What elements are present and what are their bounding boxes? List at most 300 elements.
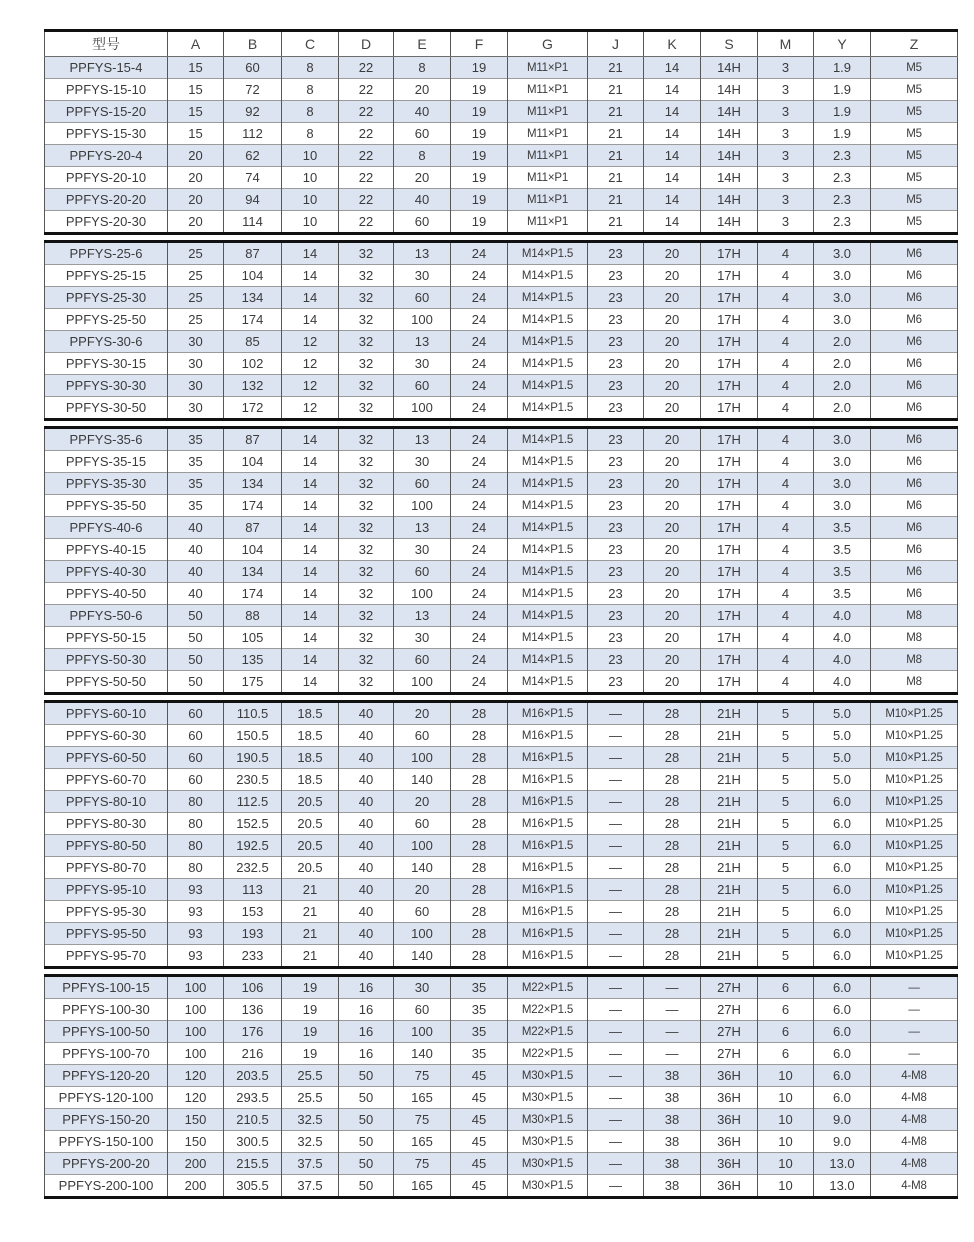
value-cell-b: 114 [224, 211, 282, 234]
value-cell-d: 16 [339, 1043, 394, 1065]
value-cell-e: 60 [394, 999, 451, 1021]
value-cell-m: 5 [758, 945, 814, 968]
model-cell: PPFYS-60-50 [45, 747, 168, 769]
table-row [45, 211, 958, 234]
value-cell-z: M6 [871, 428, 958, 451]
value-cell-d: 32 [339, 428, 394, 451]
value-cell-c: 21 [282, 901, 339, 923]
value-cell-g: M16×P1.5 [508, 725, 588, 747]
value-cell-z: M10×P1.25 [871, 945, 958, 968]
value-cell-c: 37.5 [282, 1175, 339, 1198]
value-cell-z: M6 [871, 495, 958, 517]
value-cell-j: — [588, 857, 644, 879]
value-cell-c: 14 [282, 495, 339, 517]
value-cell-m: 5 [758, 857, 814, 879]
value-cell-z: M5 [871, 57, 958, 79]
model-cell: PPFYS-25-50 [45, 309, 168, 331]
value-cell-g: M30×P1.5 [508, 1087, 588, 1109]
model-cell: PPFYS-35-50 [45, 495, 168, 517]
spec-table [44, 29, 958, 1199]
model-cell: PPFYS-40-15 [45, 539, 168, 561]
value-cell-c: 10 [282, 145, 339, 167]
table-row [45, 495, 958, 517]
value-cell-y: 2.3 [814, 167, 871, 189]
value-cell-k: 20 [644, 495, 701, 517]
value-cell-e: 165 [394, 1175, 451, 1198]
value-cell-y: 6.0 [814, 1043, 871, 1065]
value-cell-d: 32 [339, 331, 394, 353]
table-row [45, 1153, 958, 1175]
value-cell-d: 50 [339, 1131, 394, 1153]
value-cell-j: — [588, 901, 644, 923]
model-cell: PPFYS-120-100 [45, 1087, 168, 1109]
value-cell-y: 6.0 [814, 1065, 871, 1087]
column-header-d: D [339, 31, 394, 57]
value-cell-a: 93 [168, 923, 224, 945]
value-cell-s: 17H [701, 375, 758, 397]
value-cell-b: 136 [224, 999, 282, 1021]
column-header-a: A [168, 31, 224, 57]
value-cell-b: 94 [224, 189, 282, 211]
value-cell-j: — [588, 999, 644, 1021]
value-cell-k: 14 [644, 189, 701, 211]
value-cell-f: 28 [451, 725, 508, 747]
value-cell-g: M14×P1.5 [508, 561, 588, 583]
table-row [45, 1175, 958, 1198]
value-cell-g: M11×P1 [508, 57, 588, 79]
value-cell-e: 8 [394, 57, 451, 79]
value-cell-s: 21H [701, 945, 758, 968]
table-row [45, 702, 958, 725]
value-cell-a: 60 [168, 725, 224, 747]
value-cell-a: 35 [168, 495, 224, 517]
value-cell-j: 23 [588, 627, 644, 649]
value-cell-a: 200 [168, 1153, 224, 1175]
value-cell-b: 85 [224, 331, 282, 353]
value-cell-k: — [644, 1021, 701, 1043]
value-cell-j: — [588, 1021, 644, 1043]
value-cell-d: 40 [339, 813, 394, 835]
value-cell-s: 17H [701, 583, 758, 605]
value-cell-k: 38 [644, 1153, 701, 1175]
table-row [45, 517, 958, 539]
value-cell-m: 6 [758, 1021, 814, 1043]
value-cell-g: M11×P1 [508, 79, 588, 101]
value-cell-e: 140 [394, 857, 451, 879]
table-group [45, 976, 958, 1198]
value-cell-k: 20 [644, 517, 701, 539]
value-cell-d: 22 [339, 79, 394, 101]
value-cell-s: 17H [701, 309, 758, 331]
model-cell: PPFYS-25-15 [45, 265, 168, 287]
value-cell-k: 28 [644, 835, 701, 857]
value-cell-b: 135 [224, 649, 282, 671]
value-cell-y: 3.0 [814, 242, 871, 265]
value-cell-a: 50 [168, 649, 224, 671]
value-cell-b: 105 [224, 627, 282, 649]
table-row [45, 725, 958, 747]
value-cell-m: 5 [758, 835, 814, 857]
value-cell-b: 176 [224, 1021, 282, 1043]
value-cell-j: 23 [588, 265, 644, 287]
value-cell-j: 21 [588, 189, 644, 211]
value-cell-m: 4 [758, 539, 814, 561]
value-cell-a: 25 [168, 287, 224, 309]
table-header [45, 31, 958, 57]
value-cell-k: 20 [644, 539, 701, 561]
column-header-model: 型号 [45, 31, 168, 57]
value-cell-z: M10×P1.25 [871, 725, 958, 747]
value-cell-m: 3 [758, 79, 814, 101]
value-cell-s: 21H [701, 791, 758, 813]
value-cell-e: 140 [394, 945, 451, 968]
value-cell-a: 30 [168, 375, 224, 397]
value-cell-k: 28 [644, 725, 701, 747]
value-cell-e: 100 [394, 309, 451, 331]
value-cell-a: 93 [168, 879, 224, 901]
value-cell-k: 14 [644, 79, 701, 101]
value-cell-b: 175 [224, 671, 282, 694]
value-cell-g: M14×P1.5 [508, 451, 588, 473]
value-cell-b: 293.5 [224, 1087, 282, 1109]
value-cell-y: 5.0 [814, 725, 871, 747]
value-cell-e: 30 [394, 353, 451, 375]
value-cell-k: 20 [644, 649, 701, 671]
value-cell-g: M14×P1.5 [508, 495, 588, 517]
value-cell-j: 23 [588, 517, 644, 539]
value-cell-a: 15 [168, 101, 224, 123]
value-cell-j: 23 [588, 495, 644, 517]
value-cell-j: 23 [588, 375, 644, 397]
value-cell-k: 38 [644, 1065, 701, 1087]
model-cell: PPFYS-150-100 [45, 1131, 168, 1153]
value-cell-g: M22×P1.5 [508, 1043, 588, 1065]
value-cell-g: M30×P1.5 [508, 1153, 588, 1175]
value-cell-d: 32 [339, 649, 394, 671]
table-row [45, 101, 958, 123]
value-cell-y: 3.0 [814, 473, 871, 495]
value-cell-a: 80 [168, 791, 224, 813]
value-cell-c: 8 [282, 57, 339, 79]
value-cell-f: 19 [451, 189, 508, 211]
value-cell-c: 14 [282, 627, 339, 649]
value-cell-e: 20 [394, 702, 451, 725]
table-group [45, 57, 958, 234]
value-cell-k: 38 [644, 1109, 701, 1131]
value-cell-b: 72 [224, 79, 282, 101]
value-cell-g: M30×P1.5 [508, 1065, 588, 1087]
value-cell-m: 4 [758, 605, 814, 627]
model-cell: PPFYS-100-70 [45, 1043, 168, 1065]
table-row [45, 671, 958, 694]
value-cell-y: 3.0 [814, 309, 871, 331]
value-cell-f: 28 [451, 791, 508, 813]
value-cell-z: M6 [871, 309, 958, 331]
value-cell-c: 14 [282, 265, 339, 287]
table-row [45, 879, 958, 901]
value-cell-f: 24 [451, 353, 508, 375]
value-cell-z: M6 [871, 397, 958, 420]
value-cell-z: M8 [871, 671, 958, 694]
value-cell-d: 32 [339, 517, 394, 539]
value-cell-s: 36H [701, 1131, 758, 1153]
model-cell: PPFYS-35-15 [45, 451, 168, 473]
value-cell-b: 88 [224, 605, 282, 627]
model-cell: PPFYS-200-100 [45, 1175, 168, 1198]
value-cell-k: 14 [644, 211, 701, 234]
value-cell-y: 6.0 [814, 923, 871, 945]
group-gap [45, 234, 958, 242]
value-cell-g: M16×P1.5 [508, 835, 588, 857]
column-header-y: Y [814, 31, 871, 57]
value-cell-g: M11×P1 [508, 123, 588, 145]
table-row [45, 123, 958, 145]
table-row [45, 1087, 958, 1109]
value-cell-s: 17H [701, 242, 758, 265]
value-cell-e: 13 [394, 331, 451, 353]
model-cell: PPFYS-50-50 [45, 671, 168, 694]
value-cell-e: 165 [394, 1131, 451, 1153]
value-cell-d: 32 [339, 473, 394, 495]
value-cell-z: M6 [871, 561, 958, 583]
value-cell-f: 24 [451, 287, 508, 309]
value-cell-m: 4 [758, 627, 814, 649]
value-cell-b: 233 [224, 945, 282, 968]
value-cell-b: 232.5 [224, 857, 282, 879]
value-cell-j: — [588, 1175, 644, 1198]
value-cell-s: 17H [701, 353, 758, 375]
value-cell-e: 100 [394, 671, 451, 694]
group-gap [45, 694, 958, 702]
value-cell-m: 4 [758, 495, 814, 517]
value-cell-e: 100 [394, 1021, 451, 1043]
value-cell-e: 13 [394, 605, 451, 627]
value-cell-y: 5.0 [814, 702, 871, 725]
value-cell-k: 20 [644, 561, 701, 583]
model-cell: PPFYS-50-15 [45, 627, 168, 649]
value-cell-d: 50 [339, 1109, 394, 1131]
value-cell-z: M6 [871, 473, 958, 495]
value-cell-y: 3.5 [814, 517, 871, 539]
value-cell-s: 27H [701, 1043, 758, 1065]
value-cell-z: M6 [871, 451, 958, 473]
value-cell-y: 3.5 [814, 539, 871, 561]
table-row [45, 1065, 958, 1087]
value-cell-g: M22×P1.5 [508, 1021, 588, 1043]
value-cell-b: 174 [224, 583, 282, 605]
value-cell-c: 20.5 [282, 835, 339, 857]
value-cell-z: M8 [871, 649, 958, 671]
value-cell-d: 50 [339, 1087, 394, 1109]
value-cell-a: 30 [168, 331, 224, 353]
model-cell: PPFYS-60-30 [45, 725, 168, 747]
value-cell-j: 23 [588, 671, 644, 694]
table-row [45, 265, 958, 287]
value-cell-m: 4 [758, 353, 814, 375]
value-cell-e: 100 [394, 397, 451, 420]
value-cell-d: 40 [339, 923, 394, 945]
table-row [45, 769, 958, 791]
value-cell-s: 17H [701, 671, 758, 694]
value-cell-y: 5.0 [814, 769, 871, 791]
value-cell-a: 150 [168, 1109, 224, 1131]
value-cell-y: 6.0 [814, 791, 871, 813]
table-row [45, 353, 958, 375]
value-cell-e: 60 [394, 123, 451, 145]
value-cell-y: 4.0 [814, 605, 871, 627]
table-row [45, 79, 958, 101]
value-cell-g: M14×P1.5 [508, 331, 588, 353]
value-cell-e: 60 [394, 211, 451, 234]
value-cell-y: 6.0 [814, 901, 871, 923]
value-cell-e: 30 [394, 976, 451, 999]
model-cell: PPFYS-30-6 [45, 331, 168, 353]
value-cell-f: 28 [451, 813, 508, 835]
value-cell-k: 20 [644, 265, 701, 287]
value-cell-a: 60 [168, 702, 224, 725]
value-cell-y: 4.0 [814, 649, 871, 671]
model-cell: PPFYS-95-70 [45, 945, 168, 968]
value-cell-z: M10×P1.25 [871, 791, 958, 813]
value-cell-d: 40 [339, 747, 394, 769]
value-cell-c: 32.5 [282, 1131, 339, 1153]
value-cell-m: 10 [758, 1109, 814, 1131]
model-cell: PPFYS-80-30 [45, 813, 168, 835]
value-cell-b: 150.5 [224, 725, 282, 747]
model-cell: PPFYS-50-30 [45, 649, 168, 671]
value-cell-a: 93 [168, 945, 224, 968]
table-row [45, 287, 958, 309]
value-cell-f: 24 [451, 451, 508, 473]
table-row [45, 331, 958, 353]
value-cell-d: 32 [339, 353, 394, 375]
value-cell-a: 20 [168, 211, 224, 234]
column-header-s: S [701, 31, 758, 57]
value-cell-g: M16×P1.5 [508, 702, 588, 725]
value-cell-b: 190.5 [224, 747, 282, 769]
value-cell-c: 12 [282, 331, 339, 353]
value-cell-f: 19 [451, 123, 508, 145]
value-cell-e: 60 [394, 901, 451, 923]
value-cell-k: — [644, 999, 701, 1021]
value-cell-b: 104 [224, 451, 282, 473]
value-cell-d: 32 [339, 539, 394, 561]
value-cell-f: 24 [451, 473, 508, 495]
table-row [45, 1043, 958, 1065]
value-cell-a: 100 [168, 976, 224, 999]
table-row [45, 397, 958, 420]
value-cell-c: 18.5 [282, 702, 339, 725]
value-cell-d: 40 [339, 857, 394, 879]
value-cell-f: 35 [451, 976, 508, 999]
value-cell-d: 32 [339, 265, 394, 287]
value-cell-c: 18.5 [282, 769, 339, 791]
value-cell-s: 14H [701, 123, 758, 145]
value-cell-e: 20 [394, 879, 451, 901]
value-cell-s: 17H [701, 451, 758, 473]
value-cell-s: 17H [701, 605, 758, 627]
value-cell-j: 21 [588, 57, 644, 79]
value-cell-b: 216 [224, 1043, 282, 1065]
value-cell-f: 24 [451, 309, 508, 331]
value-cell-y: 3.5 [814, 583, 871, 605]
value-cell-y: 1.9 [814, 101, 871, 123]
value-cell-m: 4 [758, 242, 814, 265]
value-cell-e: 30 [394, 451, 451, 473]
value-cell-g: M14×P1.5 [508, 309, 588, 331]
value-cell-e: 13 [394, 242, 451, 265]
value-cell-g: M11×P1 [508, 211, 588, 234]
value-cell-b: 230.5 [224, 769, 282, 791]
value-cell-a: 20 [168, 189, 224, 211]
value-cell-j: 21 [588, 211, 644, 234]
value-cell-k: 20 [644, 287, 701, 309]
model-cell: PPFYS-35-30 [45, 473, 168, 495]
value-cell-s: 17H [701, 495, 758, 517]
value-cell-a: 15 [168, 57, 224, 79]
value-cell-c: 18.5 [282, 725, 339, 747]
value-cell-c: 14 [282, 605, 339, 627]
value-cell-s: 21H [701, 702, 758, 725]
value-cell-s: 27H [701, 976, 758, 999]
value-cell-b: 215.5 [224, 1153, 282, 1175]
value-cell-d: 22 [339, 211, 394, 234]
value-cell-f: 24 [451, 428, 508, 451]
value-cell-d: 32 [339, 583, 394, 605]
value-cell-j: — [588, 945, 644, 968]
value-cell-f: 19 [451, 167, 508, 189]
value-cell-s: 14H [701, 189, 758, 211]
value-cell-s: 17H [701, 649, 758, 671]
value-cell-f: 35 [451, 1021, 508, 1043]
value-cell-k: 14 [644, 123, 701, 145]
value-cell-j: 23 [588, 309, 644, 331]
value-cell-e: 140 [394, 769, 451, 791]
value-cell-k: 28 [644, 945, 701, 968]
value-cell-g: M14×P1.5 [508, 517, 588, 539]
table-row [45, 1109, 958, 1131]
value-cell-y: 4.0 [814, 671, 871, 694]
column-header-k: K [644, 31, 701, 57]
value-cell-s: 17H [701, 265, 758, 287]
value-cell-g: M14×P1.5 [508, 671, 588, 694]
value-cell-f: 45 [451, 1087, 508, 1109]
table-row [45, 627, 958, 649]
value-cell-f: 24 [451, 242, 508, 265]
value-cell-y: 6.0 [814, 835, 871, 857]
value-cell-s: 17H [701, 561, 758, 583]
model-cell: PPFYS-60-10 [45, 702, 168, 725]
value-cell-s: 21H [701, 769, 758, 791]
value-cell-e: 60 [394, 649, 451, 671]
value-cell-s: 21H [701, 901, 758, 923]
value-cell-s: 14H [701, 167, 758, 189]
value-cell-j: 23 [588, 242, 644, 265]
value-cell-z: M6 [871, 287, 958, 309]
model-cell: PPFYS-25-30 [45, 287, 168, 309]
value-cell-e: 100 [394, 835, 451, 857]
column-header-f: F [451, 31, 508, 57]
model-cell: PPFYS-20-4 [45, 145, 168, 167]
value-cell-k: 20 [644, 309, 701, 331]
value-cell-f: 45 [451, 1131, 508, 1153]
model-cell: PPFYS-80-50 [45, 835, 168, 857]
value-cell-s: 21H [701, 923, 758, 945]
model-cell: PPFYS-80-70 [45, 857, 168, 879]
value-cell-j: — [588, 813, 644, 835]
value-cell-k: 20 [644, 451, 701, 473]
value-cell-z: M6 [871, 265, 958, 287]
